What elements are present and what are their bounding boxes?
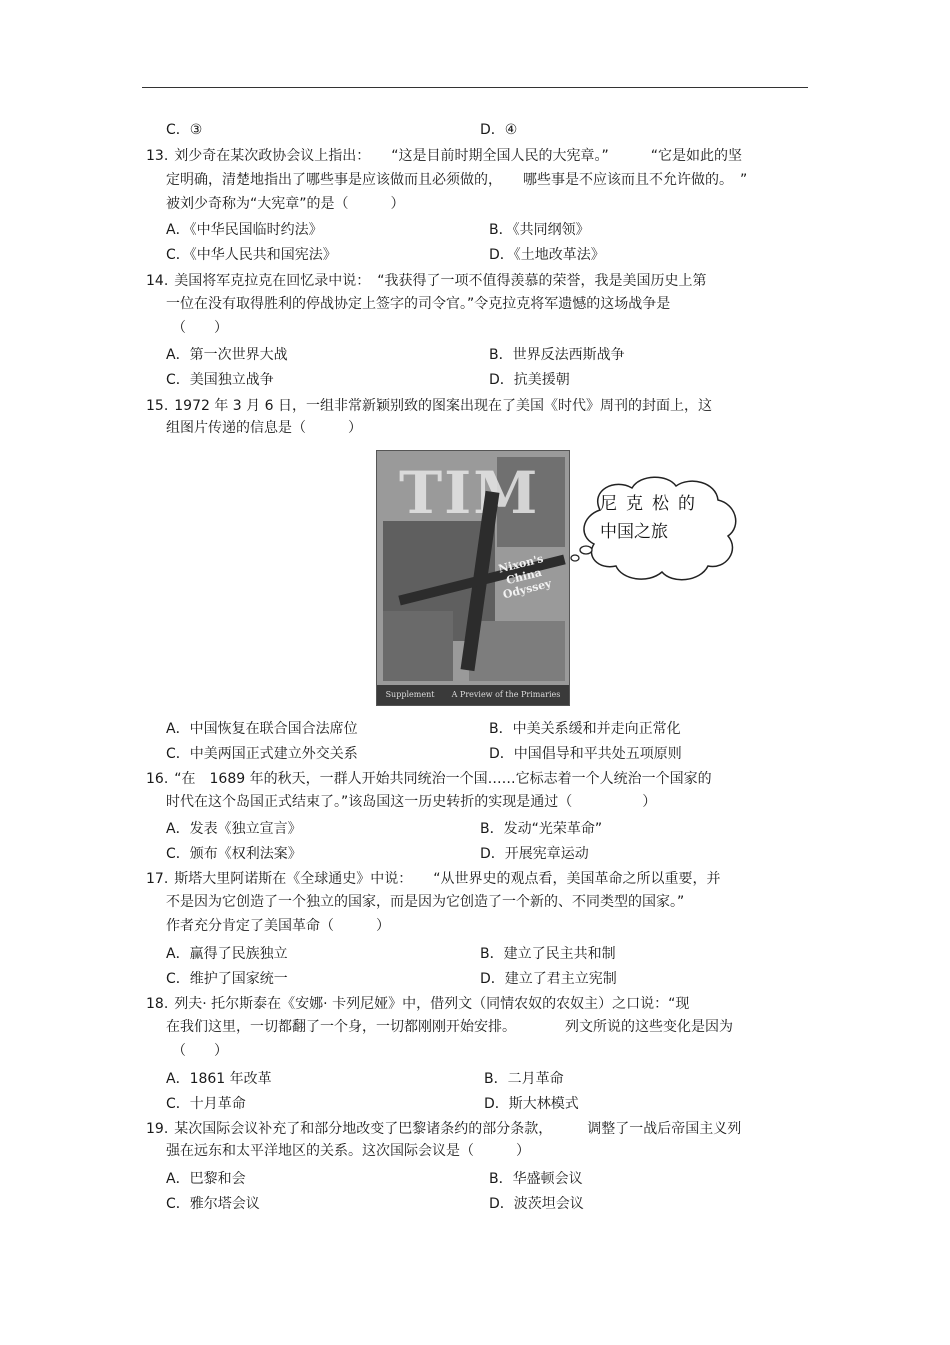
q14-text-1: 美国将军克拉克在回忆录中说： “我获得了一项不值得羡慕的荣誉，我是美国历史上第: [174, 273, 707, 289]
q17-line-1: [146, 869, 721, 889]
q19-option-d: D．波茨坦会议: [489, 1196, 584, 1212]
cover-footer-right: A Preview of the Primaries: [451, 690, 561, 699]
q17-option-d: D．建立了君主立宪制: [480, 971, 617, 987]
q14-line-1: [146, 271, 707, 291]
time-magazine-cover: [376, 450, 570, 706]
bubble-line-2: 中国之旅: [600, 522, 668, 542]
q15-option-d: D．中国倡导和平共处五项原则: [489, 746, 682, 762]
q16-line-1: [146, 769, 712, 789]
q19-number: 19.: [146, 1121, 169, 1137]
thought-bubble-text: [600, 490, 730, 546]
q18-option-c: C．十月革命: [166, 1096, 246, 1112]
q16-option-c: C．颁布《权利法案》: [166, 846, 302, 862]
cover-image: [376, 450, 570, 706]
q19-line-1: [146, 1119, 741, 1139]
q12-option-c: C．③: [166, 122, 203, 138]
q13-number: 13.: [146, 148, 169, 164]
q15-option-b: B．中美关系缓和并走向正常化: [489, 721, 681, 737]
q14-number: 14.: [146, 273, 169, 289]
q16-line-2: 时代在这个岛国正式结束了。”该岛国这一历史转折的实现是通过（ ）: [166, 794, 657, 810]
q16-option-d: D．开展宪章运动: [480, 846, 589, 862]
q17-text-1: 斯塔大里阿诺斯在《全球通史》中说： “从世界史的观点看，美国革命之所以重要，并: [174, 871, 721, 887]
q18-line-2: 在我们这里，一切都翻了一个身，一切都刚刚开始安排。 列文所说的这些变化是因为: [166, 1019, 733, 1035]
q14-option-b: B．世界反法西斯战争: [489, 347, 625, 363]
q17-option-b: B．建立了民主共和制: [480, 946, 616, 962]
q16-number: 16.: [146, 771, 169, 787]
q15-option-a: A．中国恢复在联合国合法席位: [166, 721, 358, 737]
q15-line-2: 组图片传递的信息是（ ）: [166, 420, 362, 436]
q14-line-3: （ ）: [172, 320, 228, 336]
bubble-line-1: 尼克松的: [600, 494, 704, 514]
q14-option-a: A．第一次世界大战: [166, 347, 288, 363]
q14-option-c: C．美国独立战争: [166, 372, 274, 388]
q17-option-a: A．赢得了民族独立: [166, 946, 288, 962]
cover-footer: [377, 685, 569, 705]
q18-option-a: A．1861 年改革: [166, 1071, 272, 1087]
header-rule: [142, 87, 808, 88]
q12-option-d: D．④: [480, 122, 518, 138]
cover-masthead: TIM: [399, 459, 540, 527]
q19-text-1: 某次国际会议补充了和部分地改变了巴黎诸条约的部分条款， 调整了一战后帝国主义列: [174, 1121, 742, 1137]
q16-text-1: “在 1689 年的秋天，一群人开始共同统治一个国……它标志着一个人统治一个国家的: [174, 771, 712, 787]
q13-option-b: B．《共同纲领》: [489, 222, 590, 238]
thought-bubble: [560, 470, 750, 590]
q17-option-c: C．维护了国家统一: [166, 971, 288, 987]
q15-number: 15.: [146, 398, 169, 414]
cover-photo-performance: [469, 621, 565, 681]
q15-option-c: C．中美两国正式建立外交关系: [166, 746, 358, 762]
q18-option-d: D．斯大林模式: [484, 1096, 579, 1112]
q13-text-1: 刘少奇在某次政协会议上指出： “这是目前时期全国人民的大宪章。” “它是如此的坚: [174, 148, 743, 164]
q14-option-d: D．抗美援朝: [489, 372, 570, 388]
q18-line-3: （ ）: [172, 1043, 228, 1059]
q14-line-2: 一位在没有取得胜利的停战协定上签字的司令官。”令克拉克将军遗憾的这场战争是: [166, 296, 671, 312]
q19-line-2: 强在远东和太平洋地区的关系。这次国际会议是（ ）: [166, 1143, 530, 1159]
q13-line-3: 被刘少奇称为“大宪章”的是（ ）: [166, 196, 405, 212]
q18-text-1: 列夫· 托尔斯泰在《安娜· 卡列尼娅》中，借列文（同情农奴的农奴主）之口说：“现: [174, 996, 690, 1012]
q13-option-c: C．《中华人民共和国宪法》: [166, 247, 337, 263]
q18-line-1: [146, 994, 689, 1014]
q17-line-3: 作者充分肯定了美国革命（ ）: [166, 918, 390, 934]
q19-option-a: A．巴黎和会: [166, 1171, 246, 1187]
cover-title: Nixon's China Odyssey: [497, 552, 553, 602]
q13-option-d: D．《土地改革法》: [489, 247, 605, 263]
q17-number: 17.: [146, 871, 169, 887]
q16-option-b: B．发动“光荣革命”: [480, 821, 603, 837]
q13-option-a: A．《中华民国临时约法》: [166, 222, 323, 238]
q18-option-b: B．二月革命: [484, 1071, 564, 1087]
q13-line-1: [146, 146, 742, 166]
q17-line-2: 不是因为它创造了一个独立的国家，而是因为它创造了一个新的、不同类型的国家。”: [166, 894, 685, 910]
q16-option-a: A．发表《独立宣言》: [166, 821, 302, 837]
cover-photo-crowd: [383, 611, 453, 681]
q13-line-2: 定明确，清楚地指出了哪些事是应该做而且必须做的， 哪些事是不应该而且不允许做的。 ”: [166, 172, 748, 188]
q15-text-1: 1972 年 3 月 6 日，一组非常新颖别致的图案出现在了美国《时代》周刊的封面上，这: [174, 398, 712, 414]
q19-option-b: B．华盛顿会议: [489, 1171, 583, 1187]
cover-footer-left: Supplement: [385, 690, 435, 699]
q18-number: 18.: [146, 996, 169, 1012]
q19-option-c: C．雅尔塔会议: [166, 1196, 260, 1212]
q15-line-1: [146, 396, 712, 416]
